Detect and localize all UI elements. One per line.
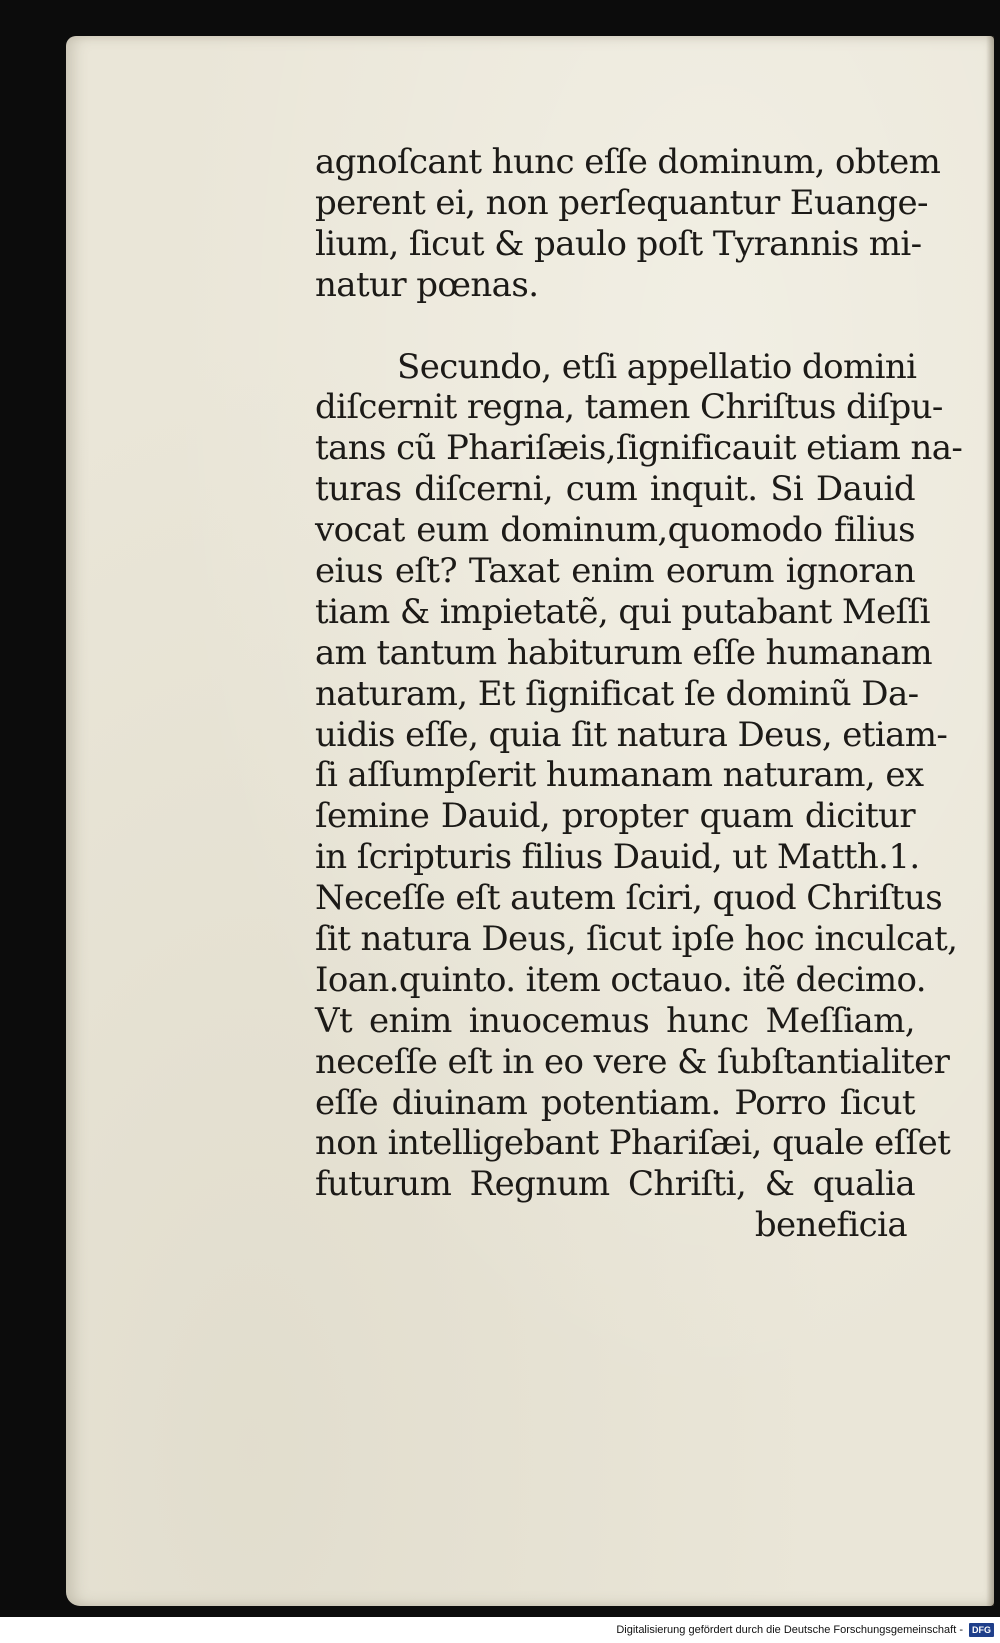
- paragraph-2-line-19: eſſe diuinam potentiam. Porro ſicut: [315, 1082, 915, 1123]
- paragraph-2-line-18: neceſſe eſt in eo vere & ſubſtantialiter: [315, 1041, 950, 1082]
- text-line-3: lium, ſicut & paulo poſt Tyrannis mi-: [315, 223, 922, 264]
- paragraph-2-line-4: turas diſcerni, cum inquit. Si Dauid: [315, 469, 915, 510]
- paragraph-2-line-15: ſit natura Deus, ſicut ipſe hoc inculcat,: [315, 919, 958, 960]
- paragraph-2-line-7: tiam & impietatẽ, qui putabant Meſſi: [315, 591, 930, 632]
- page-edge-shadow: [986, 36, 994, 1606]
- text-line-4: natur pœnas.: [315, 264, 539, 305]
- page-text: [315, 142, 963, 1246]
- text-line-2: perent ei, non perſequantur Euange-: [315, 182, 928, 223]
- dfg-logo-icon: DFG: [969, 1623, 994, 1637]
- paragraph-2-line-17: Vt enim inuocemus hunc Meſſiam,: [315, 1000, 915, 1041]
- paragraph-2-line-21: futurum Regnum Chriſti, & qualia: [315, 1164, 915, 1205]
- paragraph-2-line-1: Secundo, etſi appellatio domini: [397, 346, 917, 387]
- paragraph-2-line-12: ſemine Dauid, propter quam dicitur: [315, 796, 915, 837]
- paragraph-2-line-13: in ſcripturis filius Dauid, ut Matth.1.: [315, 837, 920, 878]
- catchword: beneficia: [754, 1205, 907, 1246]
- paragraph-2-line-2: diſcernit regna, tamen Chriſtus diſpu-: [315, 387, 943, 428]
- paragraph-2-line-14: Neceſſe eſt autem ſciri, quod Chriſtus: [315, 878, 943, 919]
- paragraph-2-line-9: naturam, Et ſignificat ſe dominũ Da-: [315, 673, 919, 714]
- text-line-1: agnoſcant hunc eſſe dominum, obtem: [315, 142, 941, 182]
- paragraph-gap: [315, 306, 915, 347]
- paragraph-2-line-5: vocat eum dominum,quomodo filius: [315, 510, 915, 551]
- paragraph-2-line-6: eius eſt? Taxat enim eorum ignoran: [315, 551, 915, 592]
- paragraph-2-line-20: non intelligebant Phariſæi, quale eſſet: [315, 1123, 951, 1164]
- paragraph-2-line-16: Ioan.quinto. item octauo. itẽ decimo.: [315, 959, 926, 1000]
- digitization-footer: [0, 1617, 1000, 1643]
- paragraph-2-line-11: ſi aſſumpſerit humanam naturam, ex: [315, 755, 924, 796]
- funding-credit: Digitalisierung gefördert durch die Deutsche Forschungsgemeinschaft -: [616, 1624, 963, 1636]
- paragraph-2-line-8: am tantum habiturum eſſe humanam: [315, 632, 933, 673]
- paragraph-2-line-10: uidis eſſe, quia ſit natura Deus, etiam-: [315, 714, 948, 755]
- paragraph-2-line-3: tans cũ Phariſæis,ſignificauit etiam na-: [315, 428, 963, 469]
